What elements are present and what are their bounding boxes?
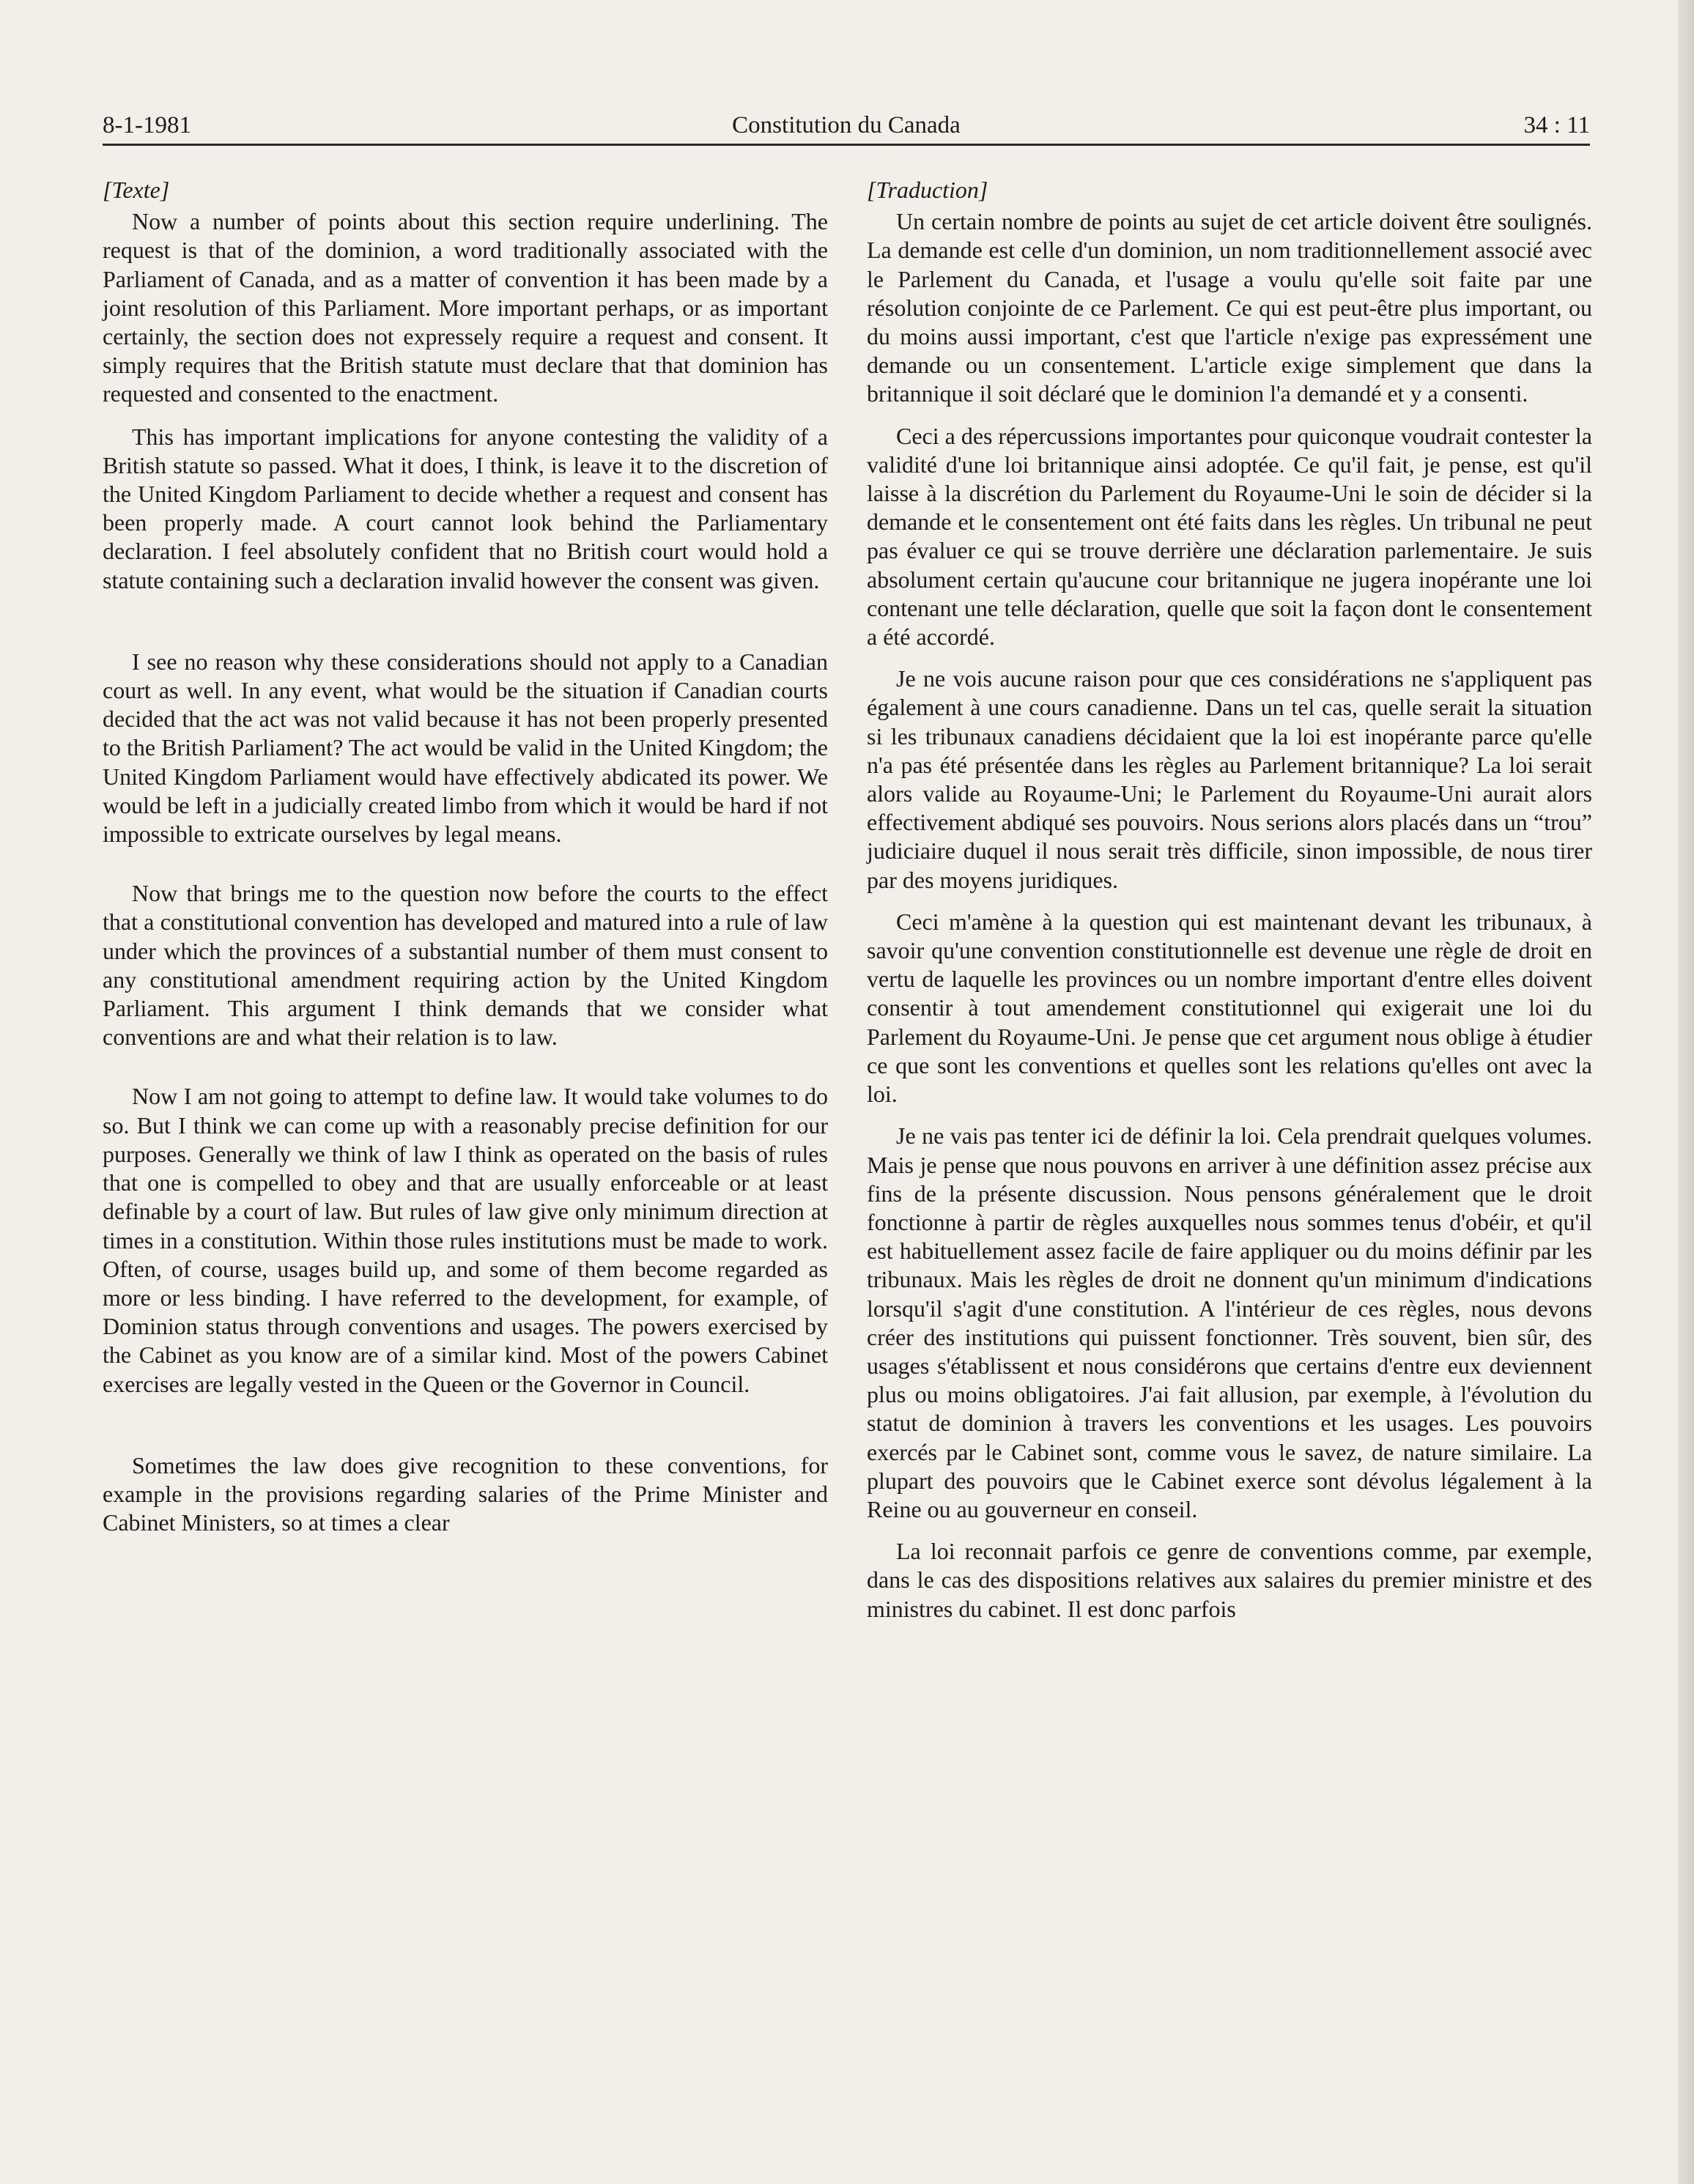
french-paragraph: Ceci m'amène à la question qui est maintenant devant les tribunaux, à savoir qu'une convention constitutionnelle est devenue une règle de droit en vertu de laquelle les provinces ou un nombre important d'entre elles doivent consentir à tout amendement constitutionnel qui exigerait une loi du Parlement du Royaume-Uni. Je pense que cet argument nous oblige à étudier ce que sont les conventions et quelles sont les relations qu'elles ont avec la loi.	[867, 908, 1592, 1108]
french-label-text: Traduction	[876, 177, 979, 203]
french-paragraph: La loi reconnait parfois ce genre de conventions comme, par exemple, dans le cas des dispositions relatives aux salaires du premier ministre et des ministres du cabinet. Il est donc parfois	[867, 1538, 1592, 1622]
english-paragraph: Sometimes the law does give recognition to these conventions, for example in the provisions regarding salaries of the Prime Minister and Cabinet Ministers, so at times a clear	[103, 1451, 828, 1536]
english-paragraph: Now that brings me to the question now before the courts to the effect that a constitutional convention has developed and matured into a rule of law under which the provinces of a substantial number of them must consent to any constitutional amendment requiring action by the United Kingdom Parliament. This argument I think demands that we consider what conventions are and what their relation is to law.	[103, 880, 828, 1051]
french-paragraph: Ceci a des répercussions importantes pour quiconque voudrait contester la validité d'une loi britannique ainsi adoptée. Ce qu'il fait, je pense, est qu'il laisse à la discrétion du Parlement du Royaume-Uni le soin de décider si la demande et le consentement ont été faits dans les règles. Un tribunal ne peut pas évaluer ce qui se trouve derrière une déclaration parlementaire. Je suis absolument certain qu'aucune cour britannique ne jugera inopérante une loi contenant une telle déclaration, quelle que soit la façon dont le consentement a été accordé.	[867, 422, 1592, 651]
page-edge	[1678, 0, 1694, 2184]
french-paragraph: Je ne vois aucune raison pour que ces considérations ne s'appliquent pas également à une cours canadienne. Dans un tel cas, quelle serait la situation si les tribunaux canadiens décidaient que la loi est inopérante parce qu'elle n'a pas été présentée dans les règles au Parlement britannique? La loi serait alors valide au Royaume-Uni; le Parlement du Royaume-Uni aurait alors effectivement abdiqué ses pouvoirs. Nous serions alors placés dans un “trou” judiciaire duquel il nous serait très difficile, sinon impossible, de nous tirer par des moyens juridiques.	[867, 665, 1592, 893]
english-paragraph: I see no reason why these considerations should not apply to a Canadian court as well. In any event, what would be the situation if Canadian courts decided that the act was not valid because it has not been properly presented to the British Parliament? The act would be valid in the United Kingdom; the United Kingdom Parliament would have effectively abdicated its power. We would be left in a judicially created limbo from which it would be hard if not impossible to extricate ourselves by legal means.	[103, 648, 828, 848]
header-date: 8-1-1981	[103, 112, 191, 138]
header-title: Constitution du Canada	[732, 112, 961, 138]
english-column	[103, 176, 828, 1537]
french-paragraph: Un certain nombre de points au sujet de cet article doivent être soulignés. La demande est celle d'un dominion, un nom traditionnellement associé avec le Parlement du Canada, et l'usage a voulu qu'elle soit faite par une résolution conjointe de ce Parlement. Ce qui est peut-être plus important, ou du moins aussi important, c'est que l'article n'exige pas expressément une demande ou un consentement. L'article exige simplement que dans la britannique il soit déclaré que le dominion l'a demandé et y a consenti.	[867, 208, 1592, 407]
english-column-label: [Texte]	[103, 177, 170, 203]
header-page-number: 34 : 11	[1523, 112, 1590, 138]
page-header	[103, 103, 1590, 146]
french-column	[867, 176, 1592, 1624]
english-paragraph: Now a number of points about this section require underlining. The request is that of the dominion, a word traditionally associated with the Parliament of Canada, and as a matter of convention it has been made by a joint resolution of this Parliament. More important perhaps, or as important certainly, the section does not expressely require a request and consent. It simply requires that the British statute must declare that that dominion has requested and consented to the enactment.	[103, 208, 828, 407]
french-column-label: [Traduction]	[867, 177, 988, 203]
french-paragraph: Je ne vais pas tenter ici de définir la loi. Cela prendrait quelques volumes. Mais je pense que nous pouvons en arriver à une définition assez précise aux fins de la présente discussion. Nous pensons généralement que le droit fonctionne à partir de règles auxquelles nous sommes tenus d'obéir, et qu'il est habituellement assez facile de faire appliquer ou du moins définir par les tribunaux. Mais les règles de droit ne donnent qu'un minimum d'indications lorsqu'il s'agit d'une constitution. A l'intérieur de ces règles, nous devons créer des institutions qui puissent fonctionner. Très souvent, bien sûr, des usages s'établissent et nous considérons que certains d'entre eux deviennent plus ou moins obligatoires. J'ai fait allusion, par exemple, à l'évolution du statut de dominion à travers les conventions et les usages. Les pouvoirs exercés par le Cabinet sont, comme vous le savez, de nature similaire. La plupart des pouvoirs que le Cabinet exerce sont dévolus légalement à la Reine ou au gouverneur en conseil.	[867, 1122, 1592, 1522]
english-paragraph: This has important implications for anyone contesting the validity of a British statute so passed. What it does, I think, is leave it to the discretion of the United Kingdom Parliament to decide whether a request and consent has been properly made. A court cannot look behind the Parliamentary declaration. I feel absolutely confident that no British court would hold a statute containing such a declaration invalid however the consent was given.	[103, 423, 828, 593]
english-paragraph: Now I am not going to attempt to define law. It would take volumes to do so. But I think we can come up with a reasonably precise definition for our purposes. Generally we think of law I think as operated on the basis of rules that one is compelled to obey and that are usually enforceable or at least definable by a court of law. But rules of law give only minimum direction at times in a constitution. Within those rules institutions must be made to work. Often, of course, usages build up, and some of them become regarded as more or less binding. I have referred to the development, for example, of Dominion status through conventions and usages. The powers exercised by the Cabinet as you know are of a similar kind. Most of the powers Cabinet exercises are legally vested in the Queen or the Governor in Council.	[103, 1083, 828, 1397]
english-label-text: Texte	[111, 177, 160, 203]
